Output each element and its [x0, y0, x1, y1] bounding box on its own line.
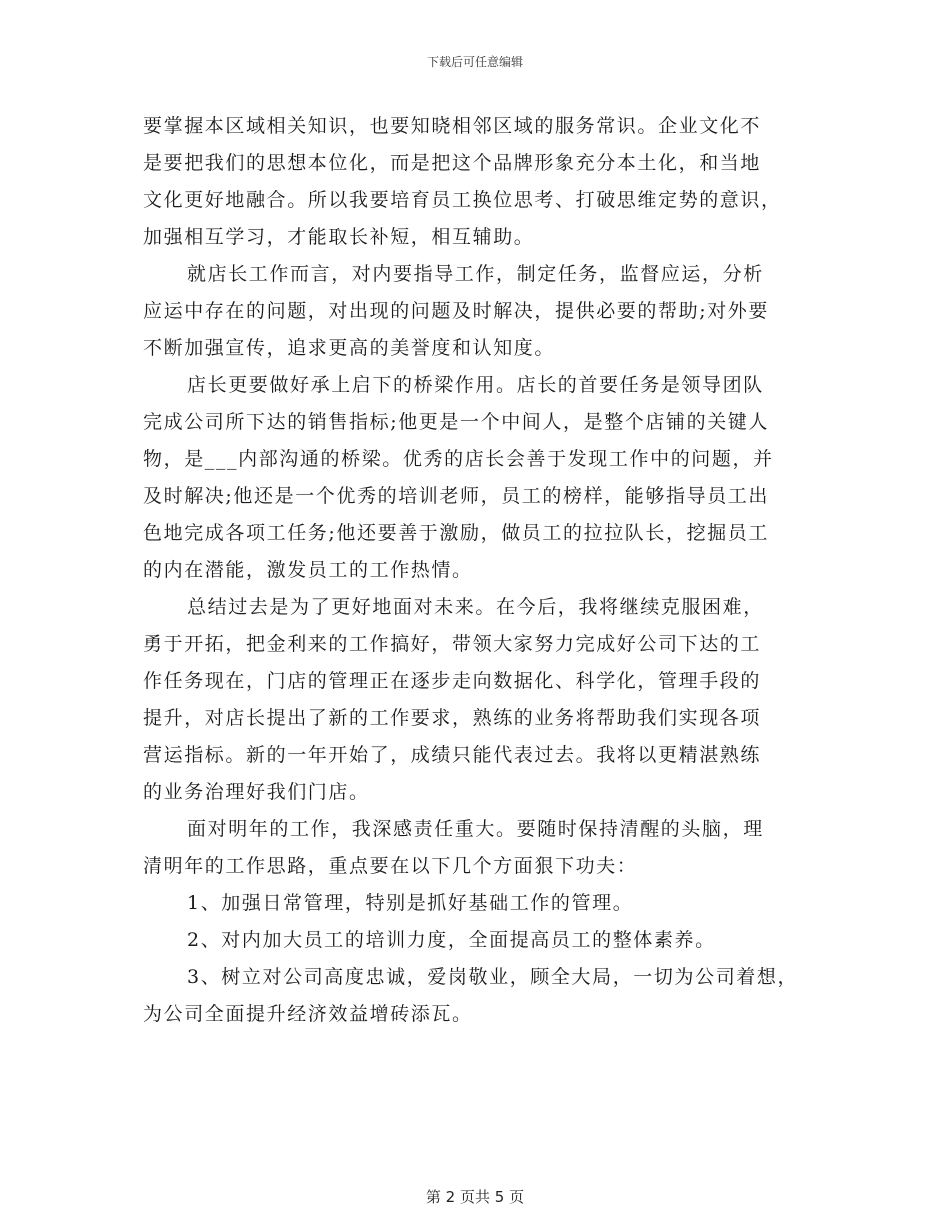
text-line: 及时解决;他还是一个优秀的培训老师，员工的榜样，能够指导员工出 — [143, 485, 770, 507]
text-line: 营运指标。新的一年开始了，成绩只能代表过去。我将以更精湛熟练 — [143, 744, 762, 766]
paragraph — [143, 108, 825, 256]
text-line: 物，是___内部沟通的桥梁。优秀的店长会善于发现工作中的问题，并 — [143, 448, 774, 470]
list-item — [143, 959, 825, 1033]
page-header: 下载后可任意编辑 — [426, 55, 523, 69]
text-line: 为公司全面提升经济效益增砖添瓦。 — [143, 1003, 473, 1025]
text-line: 总结过去是为了更好地面对未来。在今后，我将继续克服困难， — [187, 596, 764, 618]
text-line: 勇于开拓，把金利来的工作搞好，带领大家努力完成好公司下达的工 — [143, 633, 762, 655]
text-line: 面对明年的工作，我深感责任重大。要随时保持清醒的头脑，理 — [187, 818, 764, 840]
text-line: 店长更要做好承上启下的桥梁作用。店长的首要任务是领导团队 — [187, 374, 764, 396]
text-line: 文化更好地融合。所以我要培育员工换位思考、打破思维定势的意识， — [143, 189, 782, 211]
text-line: 2、对内加大员工的培训力度，全面提高员工的整体素养。 — [187, 929, 716, 951]
text-line: 作任务现在，门店的管理正在逐步走向数据化、科学化，管理手段的 — [143, 670, 762, 692]
text-line: 完成公司所下达的销售指标;他更是一个中间人，是整个店铺的关键人 — [143, 411, 770, 433]
list-item — [143, 885, 825, 922]
text-line: 清明年的工作思路，重点要在以下几个方面狠下功夫： — [143, 855, 638, 877]
text-line: 不断加强宣传，追求更高的美誉度和认知度。 — [143, 337, 556, 359]
text-line: 提升，对店长提出了新的工作要求，熟练的业务将帮助我们实现各项 — [143, 707, 762, 729]
text-line: 3、树立对公司高度忠诚，爱岗敬业，顾全大局，一切为公司着想， — [187, 966, 799, 988]
text-line: 加强相互学习，才能取长补短，相互辅助。 — [143, 226, 535, 248]
paragraph — [143, 589, 825, 811]
text-line: 要掌握本区域相关知识，也要知晓相邻区域的服务常识。企业文化不 — [143, 115, 762, 137]
paragraph — [143, 811, 825, 885]
text-line: 就店长工作而言，对内要指导工作，制定任务，监督应运，分析 — [187, 263, 764, 285]
text-line: 的内在潜能，激发员工的工作热情。 — [143, 559, 473, 581]
text-line: 色地完成各项工任务;他还要善于激励，做员工的拉拉队长，挖掘员工 — [143, 522, 770, 544]
text-line: 的业务治理好我们门店。 — [143, 781, 370, 803]
page-number: 第 2 页共 5 页 — [425, 1188, 525, 1206]
text-line: 应运中存在的问题，对出现的问题及时解决，提供必要的帮助;对外要 — [143, 300, 770, 322]
document-body — [143, 108, 825, 1033]
paragraph — [143, 256, 825, 367]
text-line: 是要把我们的思想本位化，而是把这个品牌形象充分本土化，和当地 — [143, 152, 762, 174]
list-item — [143, 922, 825, 959]
text-line: 1、加强日常管理，特别是抓好基础工作的管理。 — [187, 892, 634, 914]
paragraph — [143, 367, 825, 589]
